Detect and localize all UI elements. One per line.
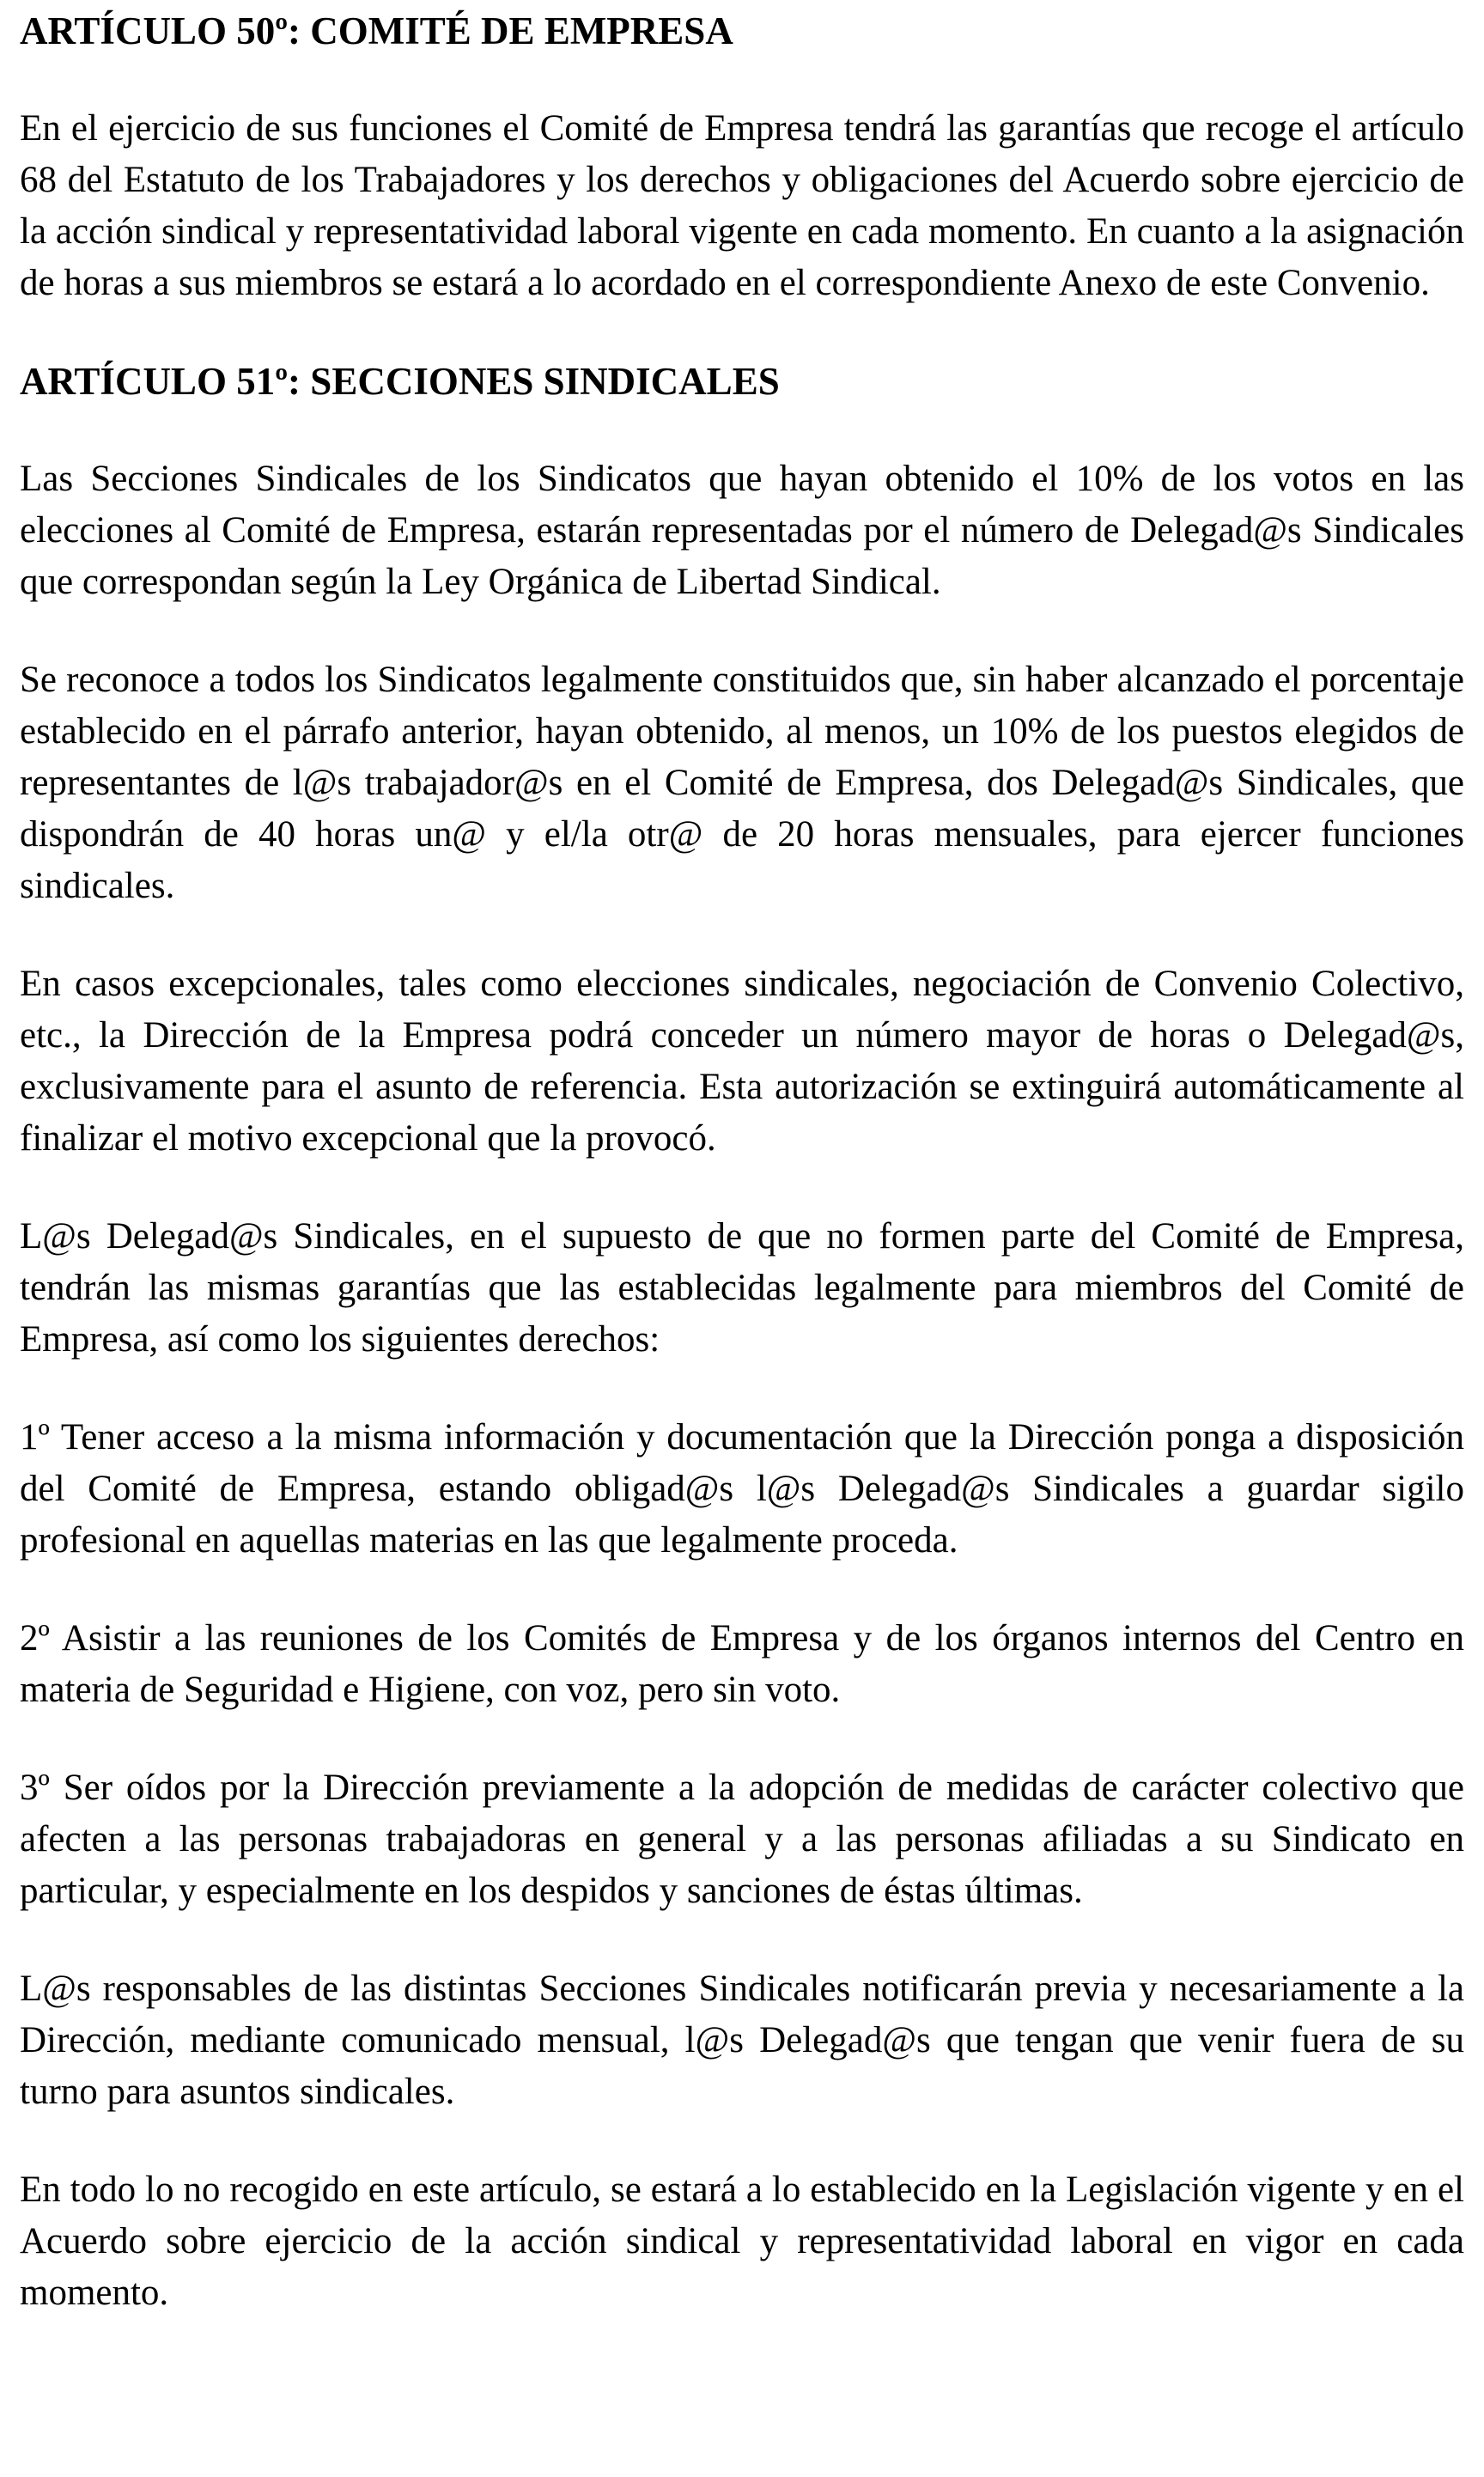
article-51-paragraph-3: En casos excepcionales, tales como elecciones sindicales, negociación de Convenio Colectivo, etc., la Dirección de la Empresa podrá conceder un número mayor de horas o Delegad@s, exclusivamente para el asunto de referencia. Esta autorización se extinguirá automáticamente al finalizar el motivo excepcional que la provocó. bbox=[20, 964, 1464, 1159]
article-51-paragraph-2: Se reconoce a todos los Sindicatos legalmente constituidos que, sin haber alcanzado el porcentaje establecido en el párrafo anterior, hayan obtenido, al menos, un 10% de los puestos elegidos de representantes de l@s trabajador@s en el Comité de Empresa, dos Delegad@s Sindicales, que dispondrán de 40 horas un@ y el/la otr@ de 20 horas mensuales, para ejercer funciones sindicales. bbox=[20, 660, 1464, 906]
article-51-right-item-2: 2º Asistir a las reuniones de los Comités de Empresa y de los órganos internos del Centro en materia de Seguridad e Higiene, con voz, pero sin voto. bbox=[20, 1618, 1464, 1710]
article-51-paragraph-notify: L@s responsables de las distintas Secciones Sindicales notificarán previa y necesariamente a la Dirección, mediante comunicado mensual, l@s Delegad@s que tengan que venir fuera de su turno para asuntos sindicales. bbox=[20, 1969, 1464, 2112]
article-51-heading: ARTÍCULO 51º: SECCIONES SINDICALES bbox=[20, 360, 780, 403]
article-50-body-paragraph: En el ejercicio de sus funciones el Comité de Empresa tendrá las garantías que recoge el artículo 68 del Estatuto de los Trabajadores y los derechos y obligaciones del Acuerdo sobre ejercicio de la acción sindical y representatividad laboral vigente en cada momento. En cuanto a la asignación de horas a sus miembros se estará a lo acordado en el correspondiente Anexo de este Convenio. bbox=[20, 108, 1464, 303]
article-51-right-item-1: 1º Tener acceso a la misma información y documentación que la Dirección ponga a disposición del Comité de Empresa, estando obligad@s l@s Delegad@s Sindicales a guardar sigilo profesional en aquellas materias en las que legalmente proceda. bbox=[20, 1417, 1464, 1561]
article-51-paragraph-closing: En todo lo no recogido en este artículo, se estará a lo establecido en la Legislación vigente y en el Acuerdo sobre ejercicio de la acción sindical y representatividad laboral en vigor en cada momento. bbox=[20, 2170, 1464, 2313]
article-50-heading: ARTÍCULO 50º: COMITÉ DE EMPRESA bbox=[20, 9, 733, 52]
article-51-paragraph-1: Las Secciones Sindicales de los Sindicatos que hayan obtenido el 10% de los votos en las elecciones al Comité de Empresa, estarán representadas por el número de Delegad@s Sindicales que correspondan según la Ley Orgánica de Libertad Sindical. bbox=[20, 459, 1464, 602]
article-51-paragraph-4: L@s Delegad@s Sindicales, en el supuesto de que no formen parte del Comité de Empresa, tendrán las mismas garantías que las establecidas legalmente para miembros del Comité de Empresa, así como los siguientes derechos: bbox=[20, 1216, 1464, 1360]
article-51-right-item-3: 3º Ser oídos por la Dirección previamente a la adopción de medidas de carácter colectivo que afecten a las personas trabajadoras en general y a las personas afiliadas a su Sindicato en particular, y especialmente en los despidos y sanciones de éstas últimas. bbox=[20, 1768, 1464, 1911]
